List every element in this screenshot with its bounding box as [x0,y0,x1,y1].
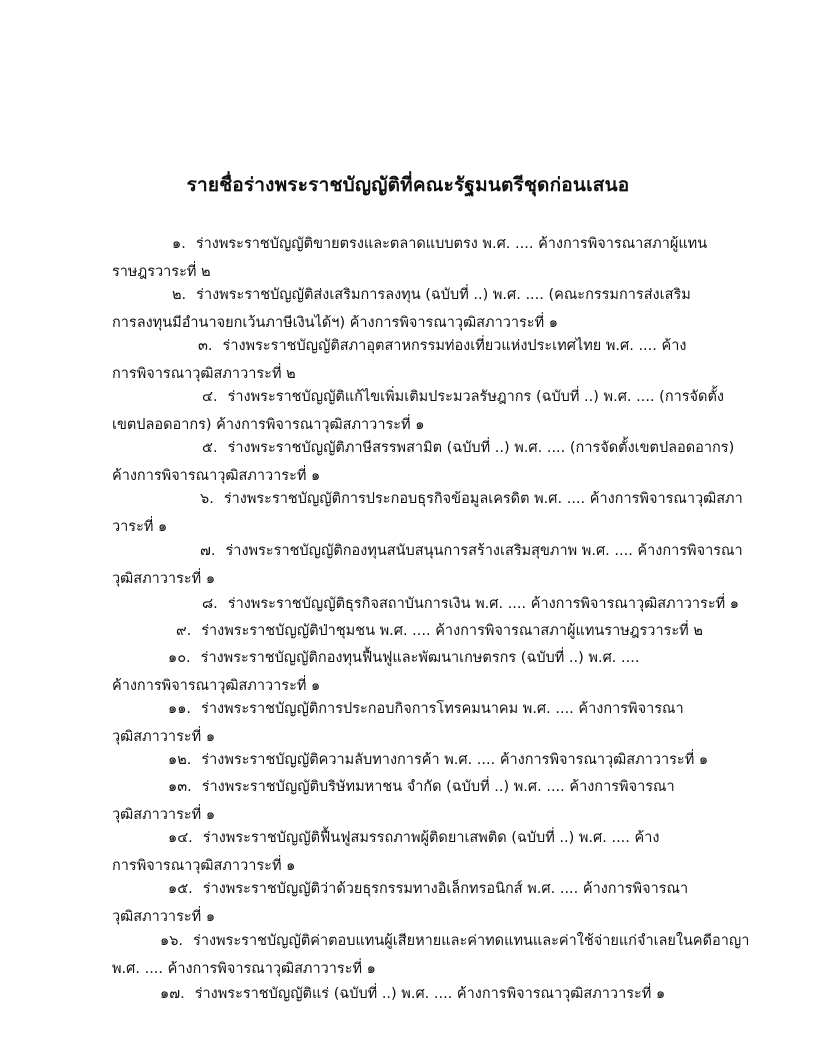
bill-text: ร่างพระราชบัญญัติการประกอบกิจการโทรคมนาคม พ.ศ. .... ค้างการพิจารณา [201,701,684,717]
bill-continuation: การพิจารณาวุฒิสภาวาระที่ ๑ [112,858,296,874]
bill-number: ๑๖. [160,933,184,949]
bill-continuation: วาระที่ ๑ [112,519,168,535]
bill-number: ๑๔. [168,830,193,846]
bill-text: ร่างพระราชบัญญัติค่าตอบแทนผู้เสียหายและค่าทดแทนและค่าใช้จ่ายแก่จำเลยในคดีอาญา [193,933,750,949]
bill-first-line [112,824,752,852]
bill-continuation: วุฒิสภาวาระที่ ๑ [112,807,216,823]
bill-continuation: วุฒิสภาวาระที่ ๑ [112,571,216,587]
bill-item [112,434,752,490]
bill-item [112,980,752,1008]
bill-continuation: วุฒิสภาวาระที่ ๑ [112,729,216,745]
bill-continuation: เขตปลอดอากร) ค้างการพิจารณาวุฒิสภาวาระที่ ๑ [112,417,425,433]
bill-first-line [112,773,752,801]
page-title: รายชื่อร่างพระราชบัญญัติที่คณะรัฐมนตรีชุดก่อนเสนอ [186,174,630,196]
bill-first-line [112,281,752,309]
bill-continuation: พ.ศ. .... ค้างการพิจารณาวุฒิสภาวาระที่ ๑ [112,961,376,977]
bill-continuation: การพิจารณาวุฒิสภาวาระที่ ๒ [112,366,296,382]
bill-text: ร่างพระราชบัญญัติสภาอุตสาหกรรมท่องเที่ยวแห่งประเทศไทย พ.ศ. .... ค้าง [222,338,687,354]
bill-text: ร่างพระราชบัญญัติบริษัทมหาชน จำกัด (ฉบับที่ ..) พ.ศ. .... ค้างการพิจารณา [201,779,675,795]
bill-number: ๘. [202,596,218,612]
bill-first-line [112,383,752,411]
bill-item [112,281,752,337]
bill-item [112,617,752,645]
bill-first-line [112,980,752,1008]
bill-item [112,927,752,983]
bill-number: ๑๓. [168,779,192,795]
bill-first-line [112,434,752,462]
bill-continuation: การลงทุนมีอำนาจยกเว้นภาษีเงินได้ฯ) ค้างการพิจารณาวุฒิสภาวาระที่ ๑ [112,315,558,331]
bill-item [112,824,752,880]
bill-text: ร่างพระราชบัญญัติความลับทางการค้า พ.ศ. .... ค้างการพิจารณาวุฒิสภาวาระที่ ๑ [201,752,709,768]
bill-continuation: ค้างการพิจารณาวุฒิสภาวาระที่ ๑ [112,468,321,484]
bill-continuation: ค้างการพิจารณาวุฒิสภาวาระที่ ๑ [112,678,321,694]
bill-first-line [112,746,752,774]
bill-first-line [112,485,752,513]
bill-continuation: วุฒิสภาวาระที่ ๑ [112,909,216,925]
bill-text: ร่างพระราชบัญญัติฟื้นฟูสมรรถภาพผู้ติดยาเสพติด (ฉบับที่ ..) พ.ศ. .... ค้าง [202,830,660,846]
bill-text: ร่างพระราชบัญญัติกองทุนสนับสนุนการสร้างเสริมสุขภาพ พ.ศ. .... ค้างการพิจารณา [225,543,743,559]
bill-first-line [112,875,752,903]
bill-text: ร่างพระราชบัญญัติป่าชุมชน พ.ศ. .... ค้างการพิจารณาสภาผู้แทนราษฎรวาระที่ ๒ [201,623,703,639]
bill-first-line [112,695,752,723]
bill-number: ๑๕. [168,881,193,897]
bill-number: ๖. [200,491,214,507]
bill-first-line [112,537,752,565]
bill-text: ร่างพระราชบัญญัติแร่ (ฉบับที่ ..) พ.ศ. .... ค้างการพิจารณาวุฒิสภาวาระที่ ๑ [194,986,666,1002]
bill-number: ๑๒. [168,752,192,768]
bill-number: ๕. [202,440,218,456]
bill-text: ร่างพระราชบัญญัติขายตรงและตลาดแบบตรง พ.ศ. .... ค้างการพิจารณาสภาผู้แทน [195,236,708,252]
bill-item [112,230,752,286]
bill-first-line [112,332,752,360]
bill-text: ร่างพระราชบัญญัติแก้ไขเพิ่มเติมประมวลรัษฎากร (ฉบับที่ ..) พ.ศ. .... (การจัดตั้ง [227,389,724,405]
bill-first-line [112,230,752,258]
bill-first-line [112,617,752,645]
bill-first-line [112,927,752,955]
bill-number: ๙. [176,623,192,639]
bill-number: ๓. [198,338,213,354]
bill-text: ร่างพระราชบัญญัติกองทุนฟื้นฟูและพัฒนาเกษตรกร (ฉบับที่ ..) พ.ศ. .... [200,650,640,666]
bill-item [112,644,752,700]
bill-item [112,746,752,774]
bill-first-line [112,590,752,618]
bill-text: ร่างพระราชบัญญัติว่าด้วยธุรกรรมทางอิเล็กทรอนิกส์ พ.ศ. .... ค้างการพิจารณา [202,881,689,897]
bill-item [112,537,752,593]
bill-number: ๔. [202,389,218,405]
bill-continuation: ราษฎรวาระที่ ๒ [112,264,211,280]
bill-text: ร่างพระราชบัญญัติส่งเสริมการลงทุน (ฉบับที่ ..) พ.ศ. .... (คณะกรรมการส่งเสริม [196,287,691,303]
bill-item [112,695,752,751]
bill-number: ๑. [172,236,186,252]
bill-item [112,773,752,829]
bill-number: ๑๑. [168,701,192,717]
bill-item [112,332,752,388]
bill-text: ร่างพระราชบัญญัติภาษีสรรพสามิต (ฉบับที่ ..) พ.ศ. .... (การจัดตั้งเขตปลอดอากร) [227,440,735,456]
bill-item [112,590,752,618]
bill-number: ๑๐. [168,650,191,666]
bill-number: ๒. [172,287,187,303]
bill-text: ร่างพระราชบัญญัติธุรกิจสถาบันการเงิน พ.ศ. .... ค้างการพิจารณาวุฒิสภาวาระที่ ๑ [227,596,739,612]
bill-item [112,383,752,439]
bill-first-line [112,644,752,672]
bill-number: ๗. [200,543,216,559]
bill-number: ๑๗. [160,986,185,1002]
bill-item [112,875,752,931]
bill-text: ร่างพระราชบัญญัติการประกอบธุรกิจข้อมูลเครดิต พ.ศ. .... ค้างการพิจารณาวุฒิสภา [223,491,743,507]
bill-item [112,485,752,541]
